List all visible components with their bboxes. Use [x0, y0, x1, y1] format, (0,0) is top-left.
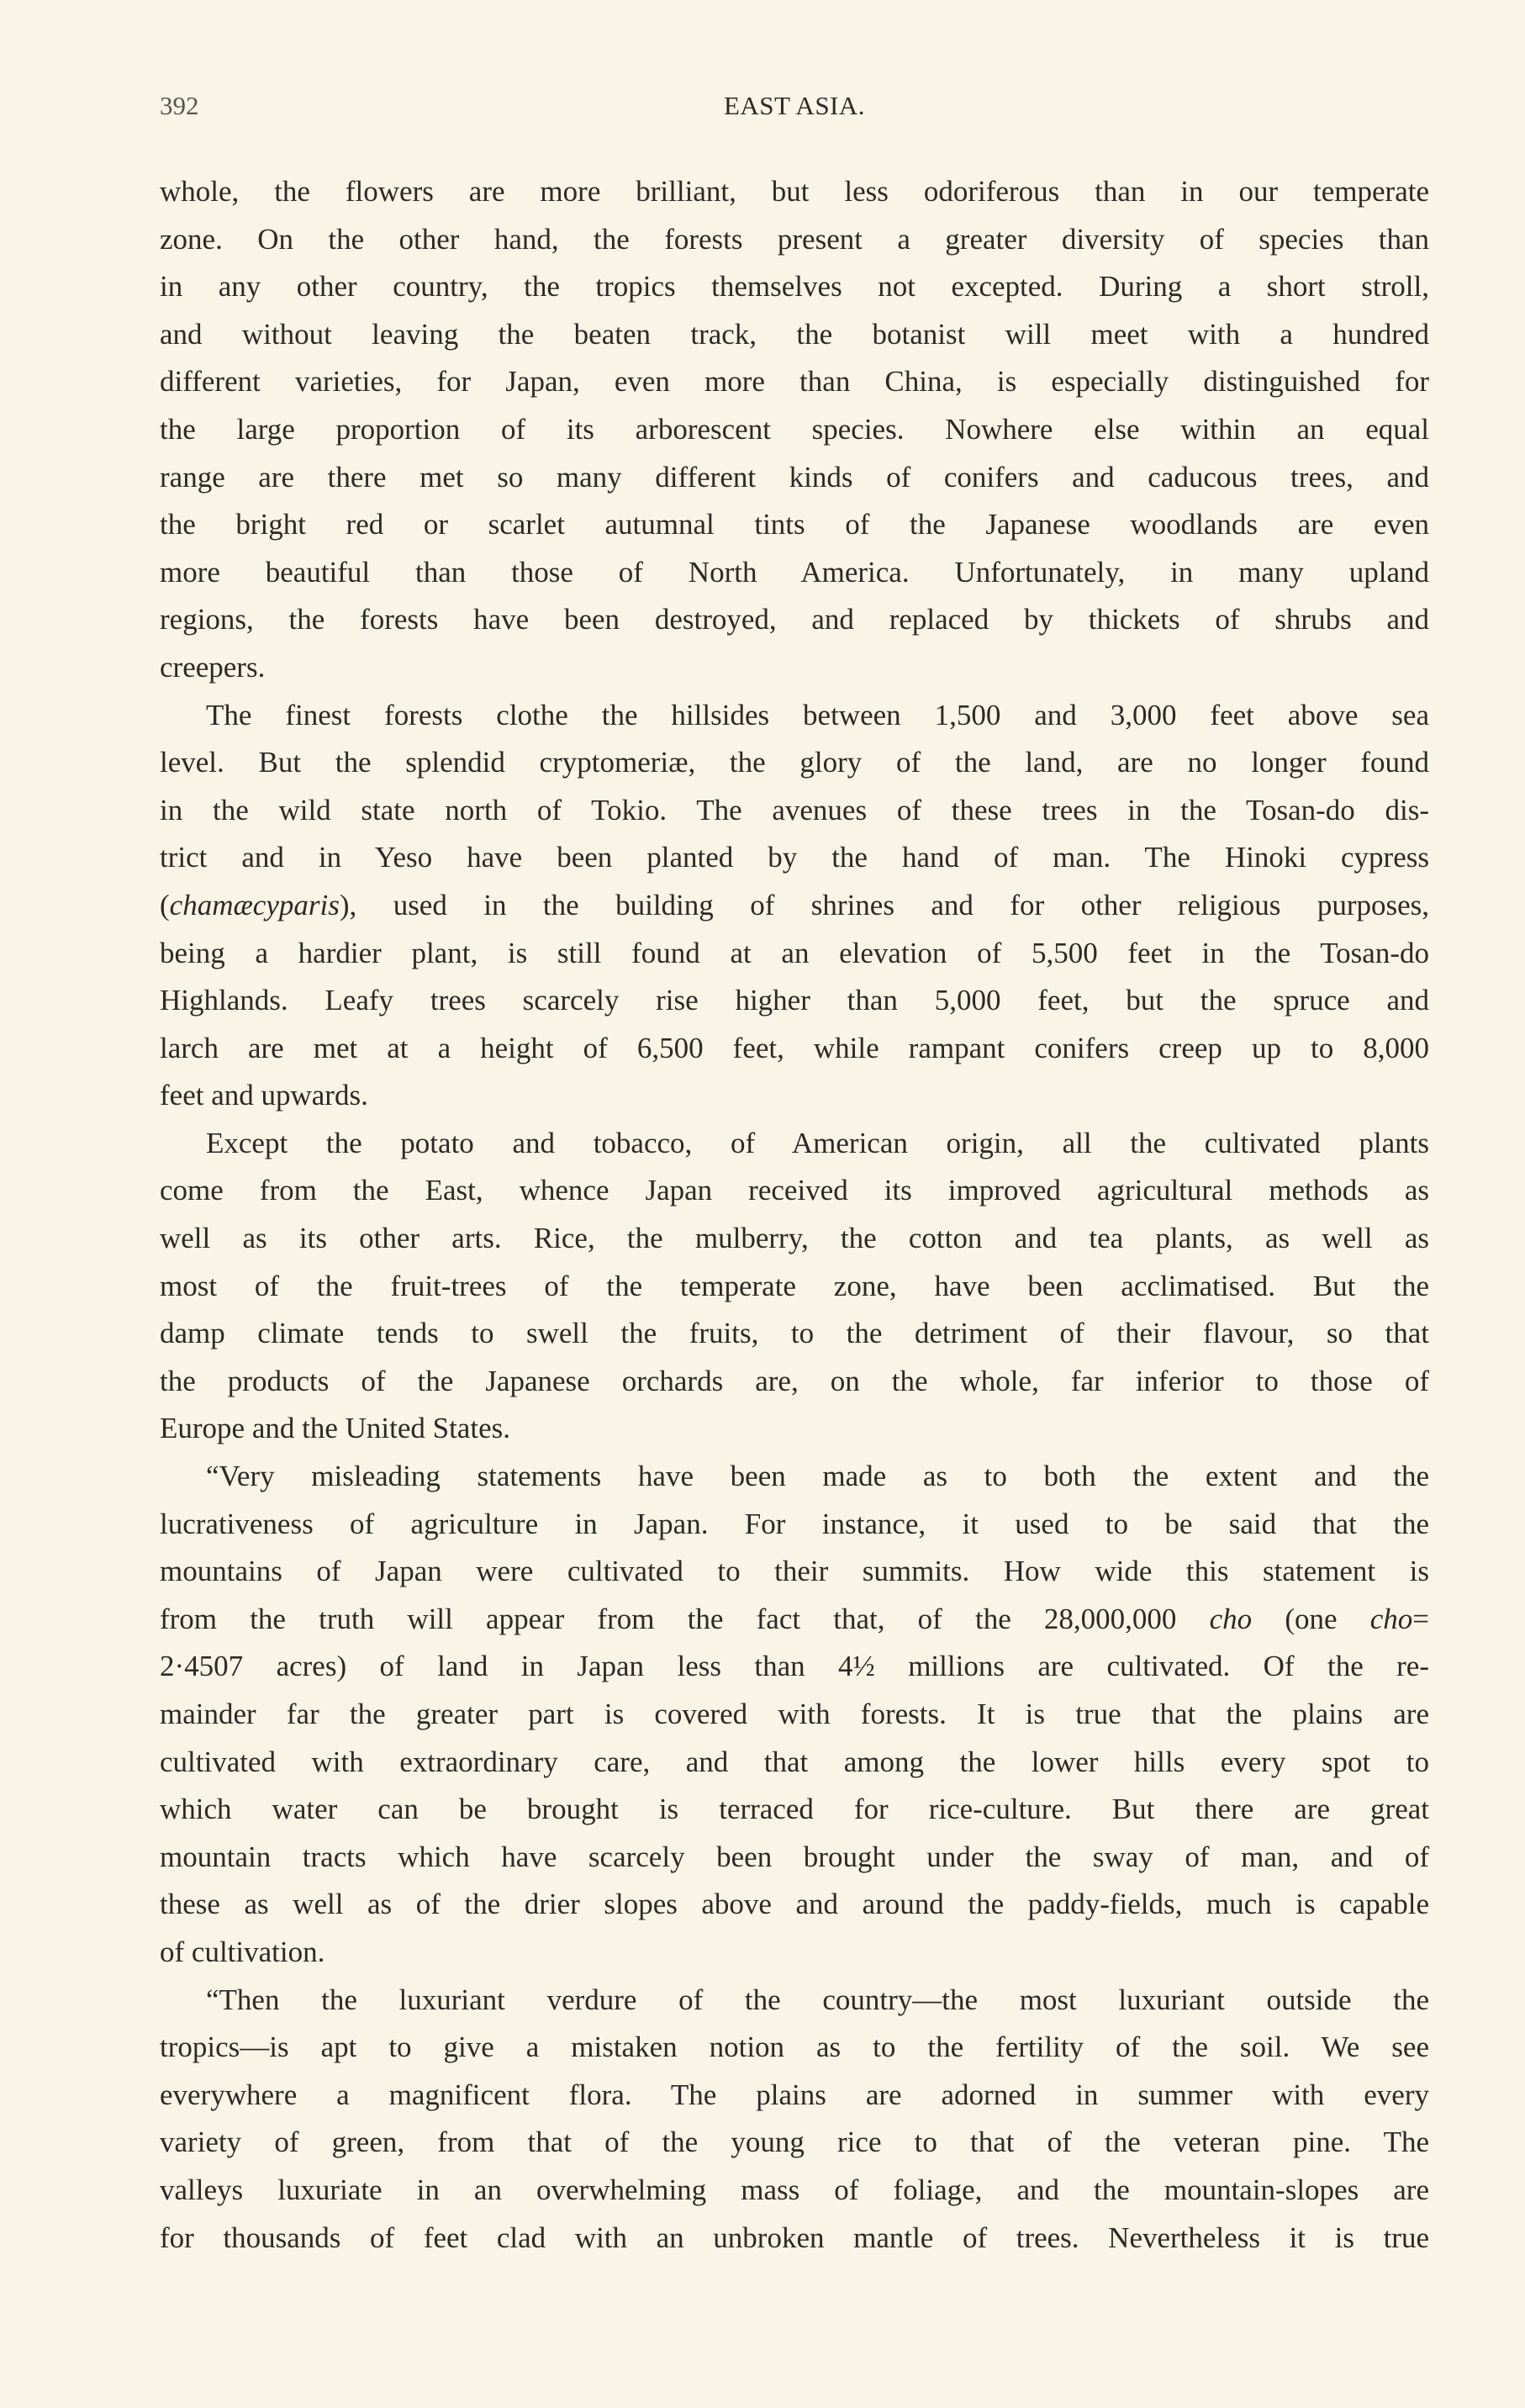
text-segment: from the truth will appear from the fact that, of the 28,000,000	[160, 1602, 1210, 1635]
text-line: being a hardier plant, is still found at an elevation of 5,500 feet in the Tosan-do	[160, 936, 1429, 969]
text-line: Highlands. Leafy trees scarcely rise higher than 5,000 feet, but the spruce and	[160, 984, 1429, 1017]
text-line: valleys luxuriate in an overwhelming mass of foliage, and the mountain-slopes are	[160, 2173, 1429, 2206]
text-line: “Very misleading statements have been made as to both the extent and the	[206, 1460, 1429, 1493]
paragraph	[160, 168, 1429, 692]
text-segment: =	[1412, 1602, 1429, 1635]
text-line: zone. On the other hand, the forests present a greater diversity of species than	[160, 222, 1429, 256]
text-line: feet and upwards.	[160, 1079, 368, 1112]
text-line: range are there met so many different kinds of conifers and caducous trees, and	[160, 460, 1429, 494]
text-line: damp climate tends to swell the fruits, to the detriment of their flavour, so that	[160, 1317, 1429, 1350]
text-line: most of the fruit-trees of the temperate zone, have been acclimatised. But the	[160, 1269, 1429, 1302]
text-line: the products of the Japanese orchards are, on the whole, far inferior to those of	[160, 1364, 1429, 1397]
text-line	[160, 1596, 1429, 1644]
text-line: different varieties, for Japan, even more than China, is especially distinguished for	[160, 365, 1429, 399]
text-line: 2·4507 acres) of land in Japan less than 4½ millions are cultivated. Of the re-	[160, 1650, 1429, 1683]
running-title: EAST ASIA.	[723, 91, 866, 120]
text-line: variety of green, from that of the young rice to that of the veteran pine. The	[160, 2125, 1429, 2159]
text-line: regions, the forests have been destroyed, and replaced by thickets of shrubs and	[160, 603, 1429, 636]
text-line: come from the East, whence Japan received its improved agricultural methods as	[160, 1174, 1429, 1207]
text-line	[160, 882, 1429, 930]
text-line: in the wild state north of Tokio. The avenues of these trees in the Tosan-do dis-	[160, 793, 1429, 826]
text-line: The finest forests clothe the hillsides between 1,500 and 3,000 feet above sea	[206, 698, 1429, 731]
text-line: mountains of Japan were cultivated to their summits. How wide this statement is	[160, 1555, 1429, 1588]
text-segment: (	[160, 888, 170, 921]
text-line: creepers.	[160, 650, 266, 684]
text-line: which water can be brought is terraced for rice-culture. But there are great	[160, 1793, 1429, 1826]
text-line: more beautiful than those of North America. Unfortunately, in many upland	[160, 555, 1429, 589]
text-line: Europe and the United States.	[160, 1412, 510, 1445]
text-line: the large proportion of its arborescent species. Nowhere else within an equal	[160, 412, 1429, 446]
text-segment: (one	[1252, 1602, 1370, 1635]
paragraph	[160, 1453, 1429, 1977]
text-line: “Then the luxuriant verdure of the country—the most luxuriant outside the	[206, 1983, 1429, 2016]
text-line: in any other country, the tropics themselves not excepted. During a short stroll,	[160, 270, 1429, 304]
page-number: 392	[160, 91, 199, 120]
text-segment: ), used in the building of shrines and for other religious purposes,	[339, 888, 1429, 921]
text-line: the bright red or scarlet autumnal tints of the Japanese woodlands are even	[160, 508, 1429, 541]
text-line: cultivated with extraordinary care, and that among the lower hills every spot to	[160, 1745, 1429, 1778]
text-line: level. But the splendid cryptomeriæ, the glory of the land, are no longer found	[160, 746, 1429, 779]
text-line: lucrativeness of agriculture in Japan. For instance, it used to be said that the	[160, 1507, 1429, 1540]
text-line: tropics—is apt to give a mistaken notion as to the fertility of the soil. We see	[160, 2030, 1429, 2064]
text-line: whole, the flowers are more brilliant, but less odoriferous than in our temperate	[160, 175, 1429, 208]
text-line: for thousands of feet clad with an unbroken mantle of trees. Nevertheless it is true	[160, 2221, 1429, 2254]
text-line: mainder far the greater part is covered with forests. It is true that the plains are	[160, 1698, 1429, 1730]
text-line: and without leaving the beaten track, the botanist will meet with a hundred	[160, 317, 1429, 351]
text-line: Except the potato and tobacco, of American origin, all the cultivated plants	[206, 1126, 1429, 1159]
italic-text: cho	[1369, 1602, 1413, 1635]
italic-text: chamæcyparis	[169, 888, 340, 921]
paragraph	[160, 1120, 1429, 1453]
text-line: well as its other arts. Rice, the mulberry, the cotton and tea plants, as well as	[160, 1222, 1429, 1255]
paragraph	[160, 1977, 1429, 2263]
text-line: of cultivation.	[160, 1935, 325, 1968]
text-line: trict and in Yeso have been planted by the hand of man. The Hinoki cypress	[160, 841, 1429, 874]
text-line: these as well as of the drier slopes above and around the paddy-fields, much is capable	[160, 1888, 1429, 1921]
text-line: everywhere a magnificent flora. The plains are adorned in summer with every	[160, 2078, 1429, 2111]
text-line: mountain tracts which have scarcely been brought under the sway of man, and of	[160, 1840, 1429, 1873]
italic-text: cho	[1209, 1602, 1253, 1635]
paragraph	[160, 692, 1429, 1120]
running-header	[160, 91, 1429, 133]
page-body	[160, 168, 1429, 2262]
text-line: larch are met at a height of 6,500 feet, while rampant conifers creep up to 8,000	[160, 1031, 1429, 1064]
